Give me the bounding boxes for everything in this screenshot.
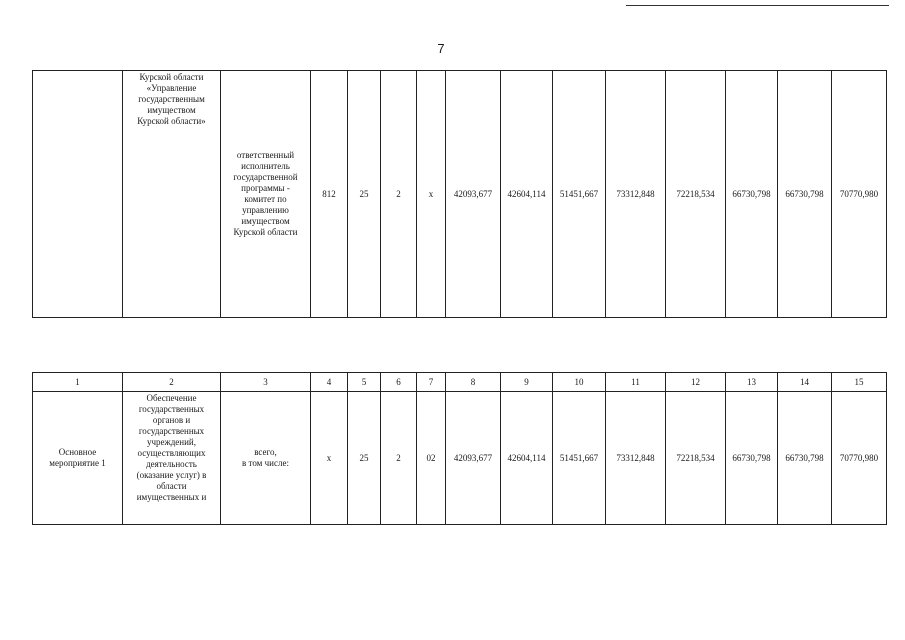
table-cell-amount: 73312,848: [606, 71, 666, 318]
column-header: 6: [381, 373, 417, 392]
table-cell-activity-status: Основное мероприятие 1: [33, 392, 123, 525]
table-cell-csr: 02: [417, 392, 446, 525]
table-cell-rz: 25: [348, 71, 381, 318]
table-cell-program-title: Курской области «Управление государственным имуществом Курской области»: [123, 71, 221, 318]
column-header: 4: [311, 373, 348, 392]
column-header: 8: [446, 373, 501, 392]
table-cell-amount: 70770,980: [832, 71, 887, 318]
table-cell-amount: 72218,534: [666, 392, 726, 525]
table-cell-grbs: х: [311, 392, 348, 525]
column-header: 1: [33, 373, 123, 392]
table-cell-pr: 2: [381, 71, 417, 318]
table-cell-amount: 51451,667: [553, 71, 606, 318]
table-cell-rz: 25: [348, 392, 381, 525]
table-row: [33, 71, 887, 318]
table-cell-amount: 73312,848: [606, 392, 666, 525]
table-cell-responsible: всего, в том числе:: [221, 392, 311, 525]
table-cell-amount: 51451,667: [553, 392, 606, 525]
column-header: 2: [123, 373, 221, 392]
table-header-row: [33, 373, 887, 392]
table-cell-grbs: 812: [311, 71, 348, 318]
table-cell-amount: 70770,980: [832, 392, 887, 525]
page-number: 7: [437, 41, 445, 56]
table-cell-amount: 42604,114: [501, 392, 553, 525]
table-cell-amount: 42093,677: [446, 71, 501, 318]
table-cell-amount: 42604,114: [501, 71, 553, 318]
column-header: 11: [606, 373, 666, 392]
table-cell-program-name: [33, 71, 123, 318]
table-cell-pr: 2: [381, 392, 417, 525]
budget-table: [32, 372, 887, 525]
table-cell-amount: 66730,798: [778, 392, 832, 525]
table-cell-amount: 66730,798: [726, 392, 778, 525]
table-cell-responsible: ответственный исполнитель государственной программы - комитет по управлению имуществом Курской области: [221, 71, 311, 318]
table-cell-activity-description: Обеспечение государственных органов и государственных учреждений, осуществляющих деятельность (оказание услуг) в области имущественных и: [123, 392, 221, 525]
column-header: 10: [553, 373, 606, 392]
column-header: 7: [417, 373, 446, 392]
column-header: 3: [221, 373, 311, 392]
column-header: 15: [832, 373, 887, 392]
table-cell-amount: 66730,798: [778, 71, 832, 318]
column-header: 14: [778, 373, 832, 392]
column-header: 13: [726, 373, 778, 392]
column-header: 12: [666, 373, 726, 392]
table-cell-amount: 72218,534: [666, 71, 726, 318]
budget-table-continued: [32, 70, 887, 318]
table-cell-amount: 66730,798: [726, 71, 778, 318]
header-rule: [626, 5, 889, 6]
table-cell-csr: х: [417, 71, 446, 318]
table-row: [33, 392, 887, 525]
column-header: 5: [348, 373, 381, 392]
table-cell-amount: 42093,677: [446, 392, 501, 525]
column-header: 9: [501, 373, 553, 392]
